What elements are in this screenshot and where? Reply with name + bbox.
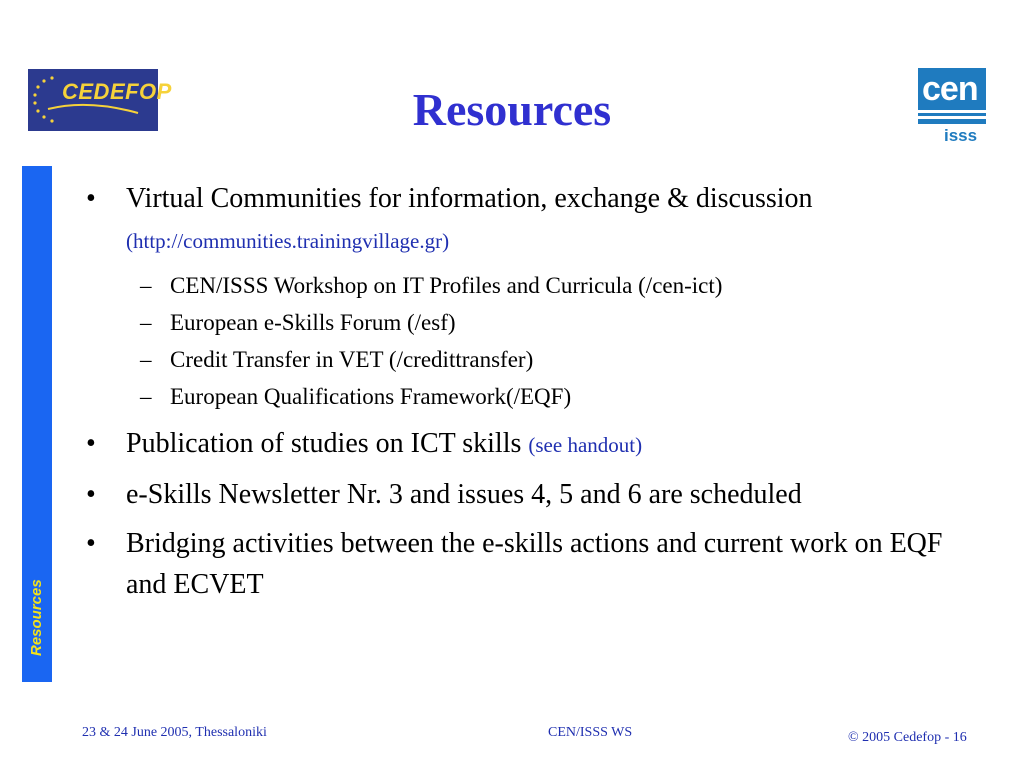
bullet-text: Publication of studies on ICT skills [126,428,522,459]
sub-item [86,378,956,415]
sub-item [86,267,956,304]
bullet-mark: • [86,528,96,559]
bullet-text: Virtual Communities for information, exchange & discussion [126,183,813,214]
cen-logo-stripe [912,116,988,119]
sub-item-text: European Qualifications Framework(/EQF) [170,384,572,409]
cen-logo-text: cen [922,70,978,108]
handout-link[interactable]: (see handout) [528,433,643,457]
sub-item-text: European e-Skills Forum (/esf) [170,310,456,335]
cen-logo-stripe [912,110,988,113]
bullet-text: Bridging activities between the e-skills actions and current work on EQF and ECVET [126,528,943,600]
sub-item-text: Credit Transfer in VET (/credittransfer) [170,347,534,372]
communities-link[interactable]: (http://communities.trainingvillage.gr) [126,229,450,253]
sub-item [86,304,956,341]
bullet-mark: • [86,183,96,214]
sub-item-text: CEN/ISSS Workshop on IT Profiles and Curricula (/cen-ict) [170,273,723,298]
slide-content [86,178,956,605]
footer-workshop: CEN/ISSS WS [548,725,633,740]
bullet-item [86,178,956,262]
bullet-item [86,474,956,515]
dash-mark: – [140,273,152,298]
footer-date: 23 & 24 June 2005, Thessaloniki [82,725,267,740]
cen-isss-logo [912,66,988,148]
dash-mark: – [140,347,152,372]
isss-logo-text: isss [944,126,978,145]
footer-copyright: © 2005 Cedefop - 16 [848,730,967,745]
side-bar [22,166,52,682]
sub-item [86,341,956,378]
bullet-text: e-Skills Newsletter Nr. 3 and issues 4, 5 and 6 are scheduled [126,479,802,510]
dash-mark: – [140,384,152,409]
dash-mark: – [140,310,152,335]
slide-title: Resources [412,84,612,135]
bullet-item [86,423,956,466]
bullet-mark: • [86,428,96,459]
bullet-item [86,523,956,605]
cedefop-logo-text: CEDEFOP [62,79,172,104]
bullet-mark: • [86,479,96,510]
side-label: Resources [28,579,45,656]
